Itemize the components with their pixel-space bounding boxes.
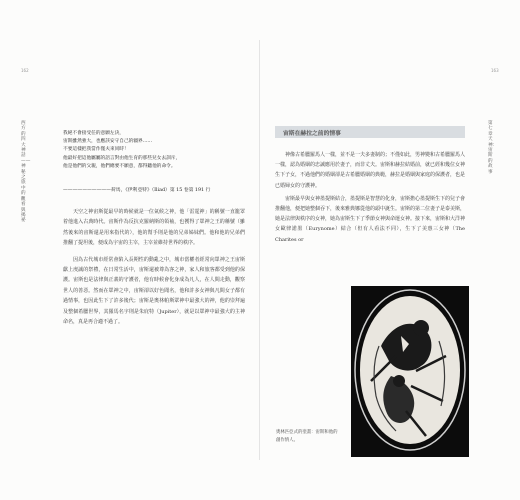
page-gutter [259,40,260,460]
paragraph: 天空之神宙斯從最早的時候就是一位氣候之神，他「雷霆神」的稱號一直籠罩着他進入古典時代。宙斯作為反抗克羅納斯的領袖，也獲得了眾神之王的稱號（雖然後來的宙斯還是用來指代的），他的幫手則是他的兄弟姊妹們。他和他的兄弟們推翻了提坦後，便成為宇宙的主宰，主宰並維持世界的秩序。 [63,209,245,247]
right-running-head: 第七章 天神：宙斯的故事 [488,121,498,175]
quote-line: 他最好把這他屬屬的語言對由他生育的那些兒女去訓斥， [63,155,181,161]
right-page-number: 163 [491,68,499,73]
quote-line: 我絕不會接受任的意願左決， [63,131,124,136]
figure-caption: 奧林匹亞式的塗畫：宙斯和他的創作情人。 [276,430,338,443]
paragraph: 神像古希臘羅馬人一樣，並不是一夫多妻制的；不僅如此，男神變和古希臘羅馬人一樣，認為婚姻的忠誠應用於妻子，而非丈夫。宙斯和赫拉結婚前，就已經和幾位女神生下子女，不過他們的婚姻卻是古希臘婚姻的典範，赫拉是婚姻與家庭的保護者，也是已婚婦女的守護神。 [275,152,466,189]
paragraph: 宙斯最早與女神墨提斯結合，墨提斯是智慧的化身，宙斯擔心墨提斯生下的兒子會推翻他，便把她整個吞下，後來雅典娜從他的頭中誕生。宙斯的第二位妻子是泰美斯，她是法律與秩序的女神，她為宙斯生下了季節女神與命運女神。接下來，宙斯和大洋神女歐律諾墨（Eurynome）結合（但有人看法不同），生下了美惠三女神（The Charites or [275,195,466,243]
left-running-head: 西方的四大神話——神秘之旅中的觀看與揭祕 [21,121,31,224]
paragraph: 因為古代城市經常會陷入長期性的動亂之中，城市當權者經常向眾神之王宙斯獻上虔誠的祭禮，在日常生活中，宙斯還被尊為客之神，家人和旅客都受到他的保護。宙斯也是法律與正義的守護者，他有時候會化身成為凡人，在人間走動，觀察世人的善惡。然而在眾神之中，宙斯卻以好色聞名，他和許多女神與凡間女子都有過情事，也因此生下了許多後代；宙斯是奧林帕斯眾神中最強大的神，他的崇拜遍及整個希臘世界，其羅馬名字則是朱庇特（Jupiter），就是以眾神中最強大的主神命名，真是再合適不過了。 [63,256,245,326]
left-body-text [63,207,245,333]
right-body-text [275,150,465,248]
left-page-number: 162 [21,68,29,73]
epigraph-citation: ——————————荷馬，《伊利亞特》（Iliad）第 15 卷第 191 行 [63,188,211,193]
quote-line: 他是他們的父親，他們總要不願意，都得聽他的命令。 [63,163,176,169]
epigraph-quote [63,130,243,171]
section-title: 宙斯在赫拉之前的情事 [283,131,341,137]
vase-painting-figure [351,286,469,457]
quote-line: 不要這樣把我當作僅夫來同時！ [63,147,129,153]
vase-painting-image [351,286,469,457]
quote-line: 宙斯雖然強大，也應該安守自己的疆界…… [63,139,153,145]
section-heading [275,126,465,140]
